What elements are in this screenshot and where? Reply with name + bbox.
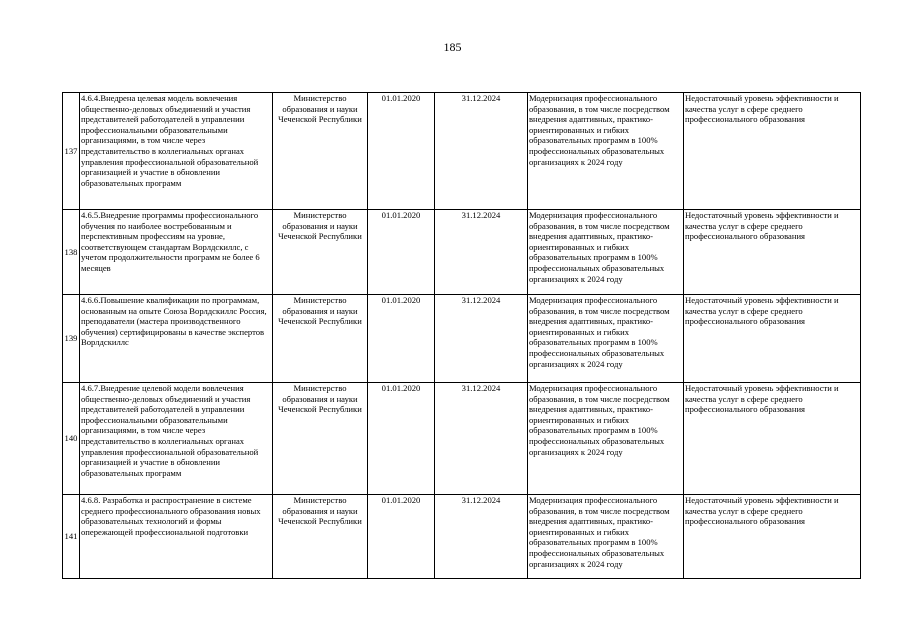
end-date-cell: 31.12.2024 xyxy=(435,210,528,295)
executor-cell: Министерство образования и науки Чеченской Республики xyxy=(273,495,368,579)
row-number: 137 xyxy=(63,93,80,210)
problem-cell: Недостаточный уровень эффективности и качества услуг в сфере среднего профессионального образования xyxy=(684,210,861,295)
result-cell: Модернизация профессионального образования, в том числе посредством внедрения адаптивных, практико-ориентированных и гибких образовательных программ в 100% профессиональных образовательных организациях к 2024 году xyxy=(528,295,684,383)
start-date-cell: 01.01.2020 xyxy=(368,383,435,495)
end-date-cell: 31.12.2024 xyxy=(435,383,528,495)
row-number: 141 xyxy=(63,495,80,579)
table-row xyxy=(63,295,861,383)
result-cell: Модернизация профессионального образования, в том числе посредством внедрения адаптивных, практико-ориентированных и гибких образовательных программ в 100% профессиональных образовательных организациях к 2024 году xyxy=(528,383,684,495)
page-number: 185 xyxy=(443,40,462,54)
start-date-cell: 01.01.2020 xyxy=(368,495,435,579)
row-number: 139 xyxy=(63,295,80,383)
table-row xyxy=(63,383,861,495)
executor-cell: Министерство образования и науки Чеченской Республики xyxy=(273,383,368,495)
result-cell: Модернизация профессионального образования, в том числе посредством внедрения адаптивных, практико-ориентированных и гибких образовательных программ в 100% профессиональных образовательных организациях к 2024 году xyxy=(528,93,684,210)
measures-table xyxy=(62,92,861,579)
result-cell: Модернизация профессионального образования, в том числе посредством внедрения адаптивных, практико-ориентированных и гибких образовательных программ в 100% профессиональных образовательных организациях к 2024 году xyxy=(528,495,684,579)
table-row xyxy=(63,495,861,579)
table-row xyxy=(63,93,861,210)
measure-cell: 4.6.7.Внедрение целевой модели вовлечения общественно-деловых объединений и участия представителей работодателей в управлении профессиональными образовательными организациями, в том числе через представительство в коллегиальных органах управления профессиональной образовательной организацией и участие в обновлении образовательных программ xyxy=(80,383,273,495)
start-date-cell: 01.01.2020 xyxy=(368,93,435,210)
problem-cell: Недостаточный уровень эффективности и качества услуг в сфере среднего профессионального образования xyxy=(684,495,861,579)
executor-cell: Министерство образования и науки Чеченской Республики xyxy=(273,210,368,295)
end-date-cell: 31.12.2024 xyxy=(435,295,528,383)
table-row xyxy=(63,210,861,295)
start-date-cell: 01.01.2020 xyxy=(368,210,435,295)
executor-cell: Министерство образования и науки Чеченской Республики xyxy=(273,295,368,383)
measure-cell: 4.6.5.Внедрение программы профессионального обучения по наиболее востребованным и перспективным профессиям на уровне, соответствующем стандартам Ворлдскиллс, с учетом продолжительности программ не более 6 месяцев xyxy=(80,210,273,295)
end-date-cell: 31.12.2024 xyxy=(435,93,528,210)
result-cell: Модернизация профессионального образования, в том числе посредством внедрения адаптивных, практико-ориентированных и гибких образовательных программ в 100% профессиональных образовательных организациях к 2024 году xyxy=(528,210,684,295)
row-number: 138 xyxy=(63,210,80,295)
problem-cell: Недостаточный уровень эффективности и качества услуг в сфере среднего профессионального образования xyxy=(684,93,861,210)
start-date-cell: 01.01.2020 xyxy=(368,295,435,383)
measure-cell: 4.6.6.Повышение квалификации по программам, основанным на опыте Союза Ворлдскиллс Россия, преподаватели (мастера производственного обучения) сертифицированы в качестве экспертов Ворлдскиллс xyxy=(80,295,273,383)
measure-cell: 4.6.4.Внедрена целевая модель вовлечения общественно-деловых объединений и участия представителей работодателей в управлении профессиональными образовательными организациями, в том числе через представительство в коллегиальных органах управления профессиональной образовательной организацией и участие в обновлении образовательных программ xyxy=(80,93,273,210)
end-date-cell: 31.12.2024 xyxy=(435,495,528,579)
problem-cell: Недостаточный уровень эффективности и качества услуг в сфере среднего профессионального образования xyxy=(684,383,861,495)
problem-cell: Недостаточный уровень эффективности и качества услуг в сфере среднего профессионального образования xyxy=(684,295,861,383)
executor-cell: Министерство образования и науки Чеченской Республики xyxy=(273,93,368,210)
row-number: 140 xyxy=(63,383,80,495)
measure-cell: 4.6.8. Разработка и распространение в системе среднего профессионального образования новых образовательных технологий и формы опережающей профессиональной подготовки xyxy=(80,495,273,579)
